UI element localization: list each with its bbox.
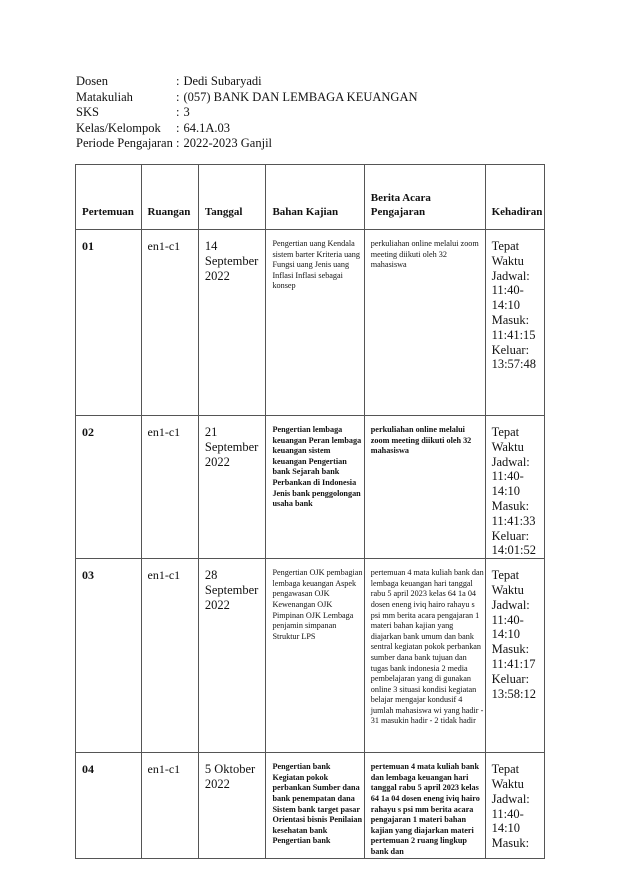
jadwal-label: Jadwal: (491, 454, 530, 469)
pertemuan-cell (76, 559, 142, 753)
periode-value: 2022-2023 Ganjil (183, 136, 273, 150)
bahan-kajian-cell (266, 230, 364, 416)
bahan-kajian-cell (266, 416, 364, 559)
keluar-value: 13:58:12 (491, 686, 537, 701)
tanggal-cell (198, 230, 266, 416)
kelas-label: Kelas/Kelompok (76, 120, 161, 135)
ruangan-cell (141, 753, 198, 858)
separator: : (176, 105, 180, 119)
jadwal-value: 11:40-14:10 (491, 806, 524, 836)
pertemuan-number: 03 (82, 568, 94, 583)
separator: : (176, 89, 180, 104)
pertemuan-cell (76, 230, 142, 416)
kehadiran-block (486, 753, 544, 851)
tanggal-value: 5 Oktober 2022 (204, 762, 256, 792)
ruangan-cell (141, 559, 198, 753)
tanggal-value: 21 September 2022 (204, 425, 259, 469)
bahan-kajian-cell (266, 559, 364, 753)
kehadiran-cell (485, 559, 544, 753)
dosen-label: Dosen (76, 74, 108, 88)
sks-value: 3 (183, 105, 190, 119)
kehadiran-block (486, 416, 544, 558)
ruangan-value: en1-c1 (147, 762, 181, 777)
bahan-kajian-text: Pengertian OJK pembagian lembaga keuangan Aspek pengawasan OJK Kewenangan OJK Pimpinan OJK Lembaga penjamin simpanan Struktur LPS (272, 568, 363, 641)
bahan-kajian-cell (266, 753, 364, 858)
ruangan-value: en1-c1 (147, 425, 181, 439)
bahan-kajian-text: Pengertian lembaga keuangan Peran lembaga keuangan sistem keuangan Pengertian bank Sejarah bank Perbankan di Indonesia Jenis bank penggolongan usaha bank (272, 425, 362, 509)
bahan-kajian-text: Pengertian bank Kegiatan pokok perbankan Sumber dana bank penempatan dana Sistem bank target pasar Orientasi bisnis Penilaian kesehatan bank Pengertian bank (272, 762, 363, 846)
ruangan-value: en1-c1 (147, 239, 181, 253)
ruangan-cell (141, 230, 198, 416)
column-header-kehadiran: Kehadiran (485, 165, 544, 230)
tanggal-cell (198, 416, 266, 559)
kehadiran-status: Tepat Waktu (491, 762, 524, 791)
berita-acara-cell (364, 753, 485, 858)
pertemuan-cell (76, 416, 142, 559)
kehadiran-cell (485, 753, 544, 858)
info-row-matakuliah (76, 90, 418, 106)
kelas-value: 64.1A.03 (183, 120, 231, 135)
berita-acara-cell (364, 416, 485, 559)
ruangan-value: en1-c1 (147, 568, 181, 583)
masuk-value: 11:41:33 (491, 513, 536, 528)
masuk-label: Masuk: (491, 498, 530, 513)
keluar-value: 14:01:52 (491, 543, 537, 558)
table-header-row (76, 165, 545, 230)
pertemuan-cell (76, 753, 142, 858)
table-row (76, 230, 545, 416)
jadwal-value: 11:40-14:10 (491, 283, 524, 313)
table-row (76, 753, 545, 858)
column-header-ruangan: Ruangan (141, 165, 198, 230)
sks-label: SKS (76, 105, 99, 119)
ruangan-cell (141, 416, 198, 559)
column-header-pertemuan: Pertemuan (76, 165, 142, 230)
matakuliah-value: (057) BANK DAN LEMBAGA KEUANGAN (183, 89, 418, 104)
table-row (76, 559, 545, 753)
column-header-berita-acara: Berita Acara Pengajaran (364, 165, 485, 230)
separator: : (176, 120, 180, 135)
pertemuan-number: 02 (82, 425, 94, 439)
kehadiran-block (486, 230, 544, 372)
berita-acara-text: perkuliahan online melalui zoom meeting diikuti oleh 32 mahasiswa (370, 425, 472, 456)
separator: : (176, 74, 180, 88)
tanggal-value: 28 September 2022 (204, 568, 259, 613)
keluar-label: Keluar: (491, 342, 530, 357)
jadwal-label: Jadwal: (491, 268, 530, 283)
pertemuan-number: 01 (82, 239, 94, 253)
kehadiran-status: Tepat Waktu (491, 568, 524, 597)
jadwal-value: 11:40-14:10 (491, 469, 524, 499)
masuk-label: Masuk: (491, 836, 530, 851)
pertemuan-number: 04 (82, 762, 94, 777)
kehadiran-cell (485, 230, 544, 416)
keluar-label: Keluar: (491, 528, 530, 543)
separator: : (176, 136, 180, 150)
berita-acara-text: perkuliahan online melalui zoom meeting diikuti oleh 32 mahasiswa (370, 239, 479, 270)
masuk-value: 11:41:15 (491, 327, 536, 342)
masuk-value: 11:41:17 (491, 656, 536, 671)
table-row (76, 416, 545, 559)
berita-acara-cell (364, 230, 485, 416)
column-header-tanggal: Tanggal (198, 165, 266, 230)
jadwal-label: Jadwal: (491, 791, 530, 806)
attendance-table (75, 164, 545, 859)
jadwal-label: Jadwal: (491, 597, 530, 612)
kehadiran-cell (485, 416, 544, 559)
masuk-label: Masuk: (491, 312, 530, 327)
column-header-bahan-kajian: Bahan Kajian (266, 165, 364, 230)
info-row-sks (76, 105, 418, 121)
bahan-kajian-text: Pengertian uang Kendala sistem barter Kriteria uang Fungsi uang Jenis uang Inflasi Inflasi sebagai konsep (272, 239, 360, 291)
tanggal-cell (198, 753, 266, 858)
info-row-periode (76, 136, 418, 152)
berita-acara-text: pertemuan 4 mata kuliah bank dan lembaga keuangan hari tanggal rabu 5 april 2023 kelas 64 1a 04 dosen eneng iviq hairo rahayu s psi mm berita acara pengajaran 1 materi bahan kajian yang diajarkan bank umum dan bank sentral kegiatan pokok perbankan sumber dana bank tujuan dan tugas bank indonesia 2 media pembelajaran yang di gunakan online 3 situasi kondisi kegiatan belajar mengajar kondusif 4 jumlah mahasiswa wi yang hadir - 31 masukin hadir - 2 tidak hadir (370, 568, 484, 726)
tanggal-value: 14 September 2022 (204, 239, 259, 283)
jadwal-value: 11:40-14:10 (491, 612, 524, 642)
periode-label: Periode Pengajaran (76, 136, 173, 150)
keluar-value: 13:57:48 (491, 357, 537, 372)
berita-acara-text: pertemuan 4 mata kuliah bank dan lembaga keuangan hari tanggal rabu 5 april 2023 kelas 64 1a 04 dosen eneng iviq hairo rahayu s psi mm berita acara pengajaran 1 materi bahan kajian yang diajarkan materi pertemuan 2 ruang lingkup bank dan (370, 762, 480, 856)
masuk-label: Masuk: (491, 642, 530, 657)
kehadiran-status: Tepat Waktu (491, 239, 524, 268)
tanggal-cell (198, 559, 266, 753)
info-row-kelas (76, 121, 418, 137)
matakuliah-label: Matakuliah (76, 89, 133, 104)
berita-acara-cell (364, 559, 485, 753)
keluar-label: Keluar: (491, 671, 530, 686)
kehadiran-block (486, 559, 544, 701)
course-info (76, 74, 418, 152)
info-row-dosen (76, 74, 418, 90)
kehadiran-status: Tepat Waktu (491, 425, 524, 454)
dosen-value: Dedi Subaryadi (183, 74, 262, 88)
